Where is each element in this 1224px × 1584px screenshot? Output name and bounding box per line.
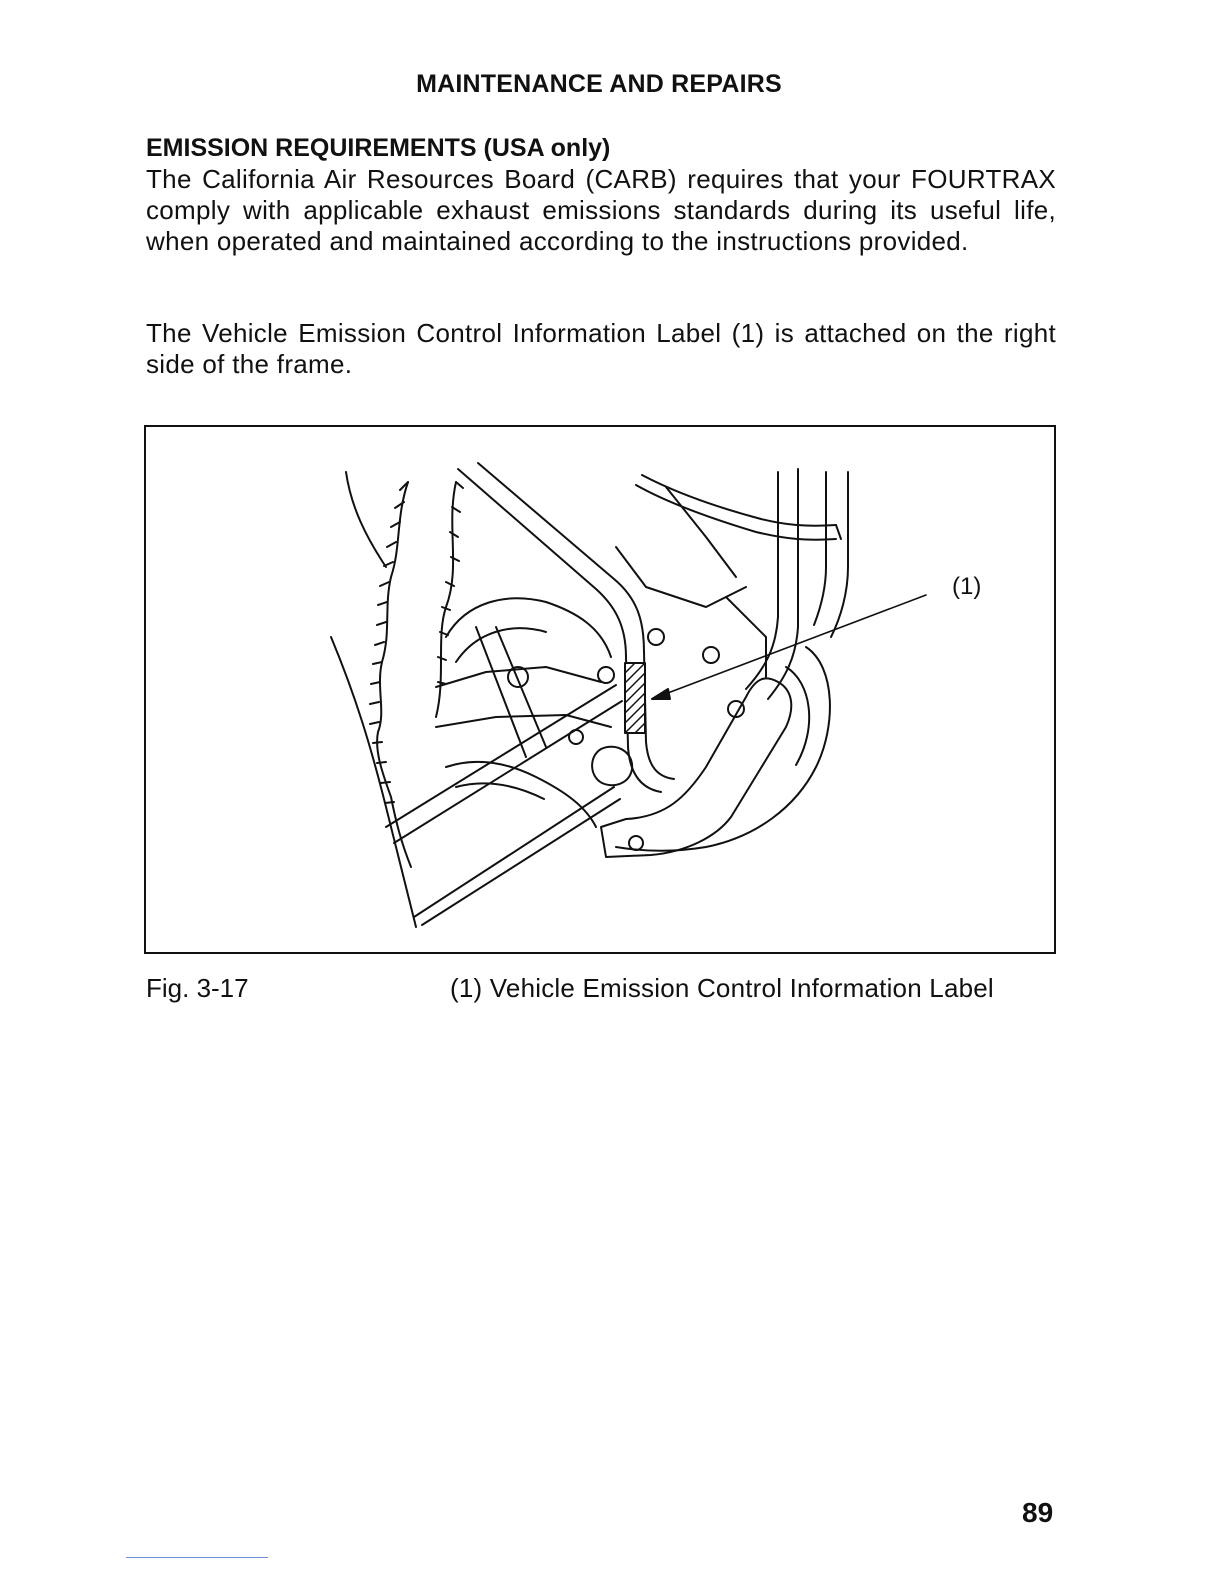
frame-illustration [146,427,1054,952]
body-paragraph: The Vehicle Emission Control Information Label (1) is attached on the right side of the frame. [146,318,1056,379]
scan-divider [126,1557,268,1558]
figure-number: Fig. 3-17 [146,973,249,1003]
page-number: 89 [1022,1497,1054,1528]
page-header: MAINTENANCE AND REPAIRS [416,70,782,98]
body-paragraph: The California Air Resources Board (CARB) requires that your FOURTRAX comply with applicable exhaust emissions standards during its useful life, when operated and maintained according to the instructions provided. [146,164,1056,256]
figure-frame [144,425,1056,954]
figure-legend: (1) Vehicle Emission Control Information Label [450,973,994,1003]
section-heading: EMISSION REQUIREMENTS (USA only) [146,134,611,162]
figure-callout-label: (1) [952,573,982,600]
